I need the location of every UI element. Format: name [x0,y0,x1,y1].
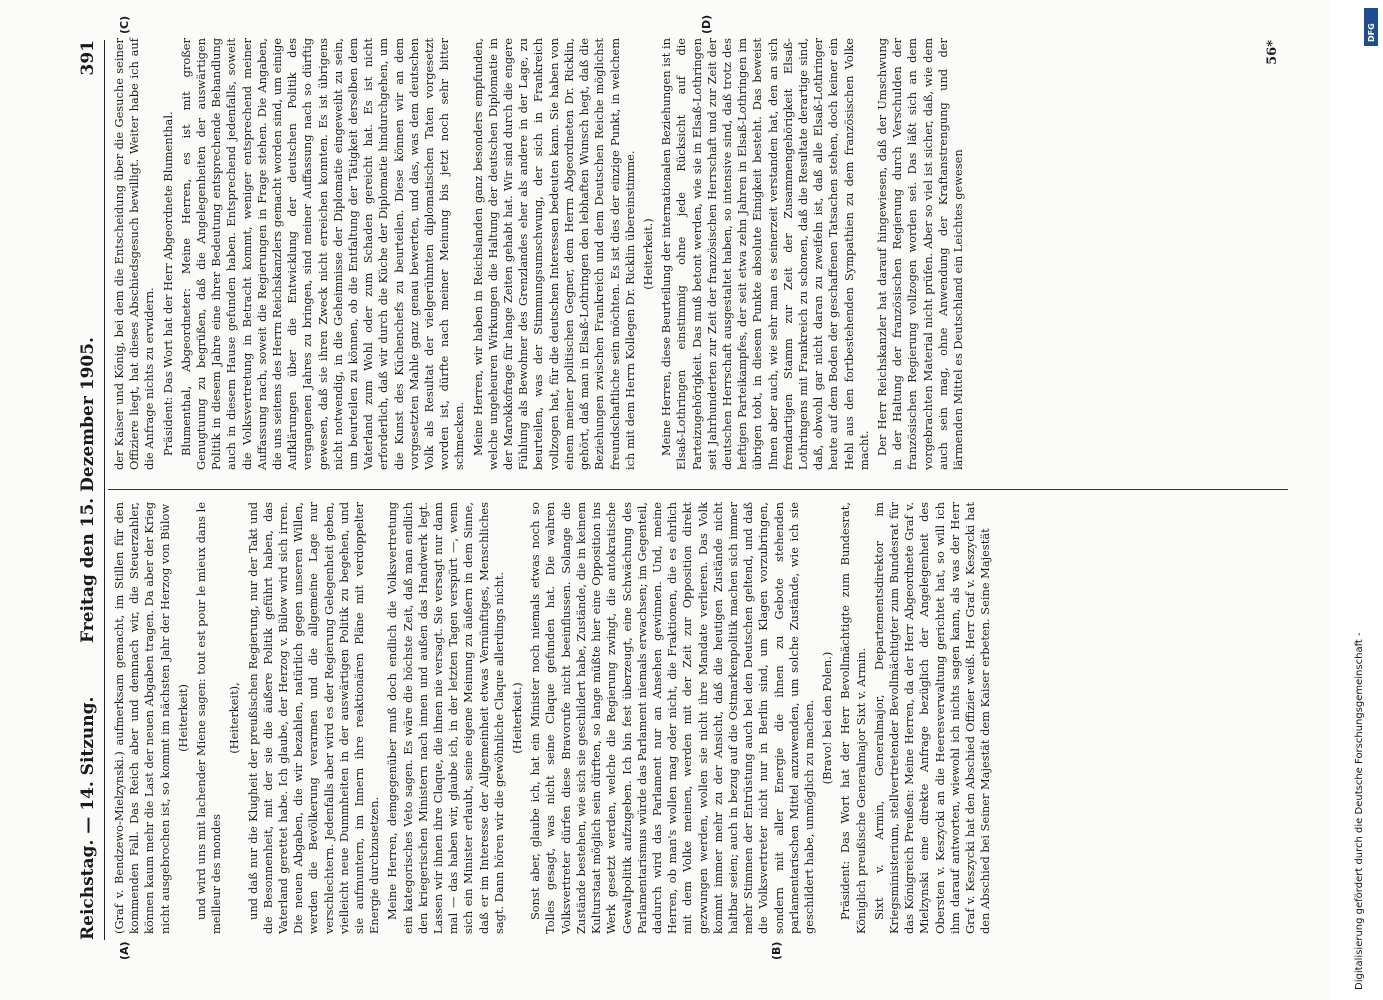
header-left: Reichstag. — 14. Sitzung. [78,696,98,940]
paragraph: und wird uns mit lachender Miene sagen: tout est pour le mieux dans le meilleur des mondes [194,502,224,934]
paragraph: Blumenthal, Abgeordneter: Meine Herren, es ist mit großer Genugtuung zu begrüßen, daß die Angelegenheiten der auswärtigen Politik in diesem Jahre eine ihrer Bedeutung entsprechende Behandlung auch in diesem Hause gefunden haben. Entsprechend jedenfalls, soweit die Volksvertretung in Betracht kommt, weniger entsprechend meiner Auffassung nach, soweit die Regierungen in Frage stehen. Die Angaben, die uns seitens des Herrn Reichskanzlers gemacht worden sind, um einige Aufklärungen über die Entwicklung der deutschen Politik des vergangenen Jahres zu bringen, sind meiner Auffassung nach so dürftig gewesen, daß sie ihren Zweck nicht erreichen konnten. Es ist übrigens nicht notwendig, in die Geheimnisse der Diplomatie eingeweiht zu sein, um beurteilen zu können, ob die Entfaltung der Tätigkeit derselben dem Vaterland zum Wohl oder zum Schaden gereicht hat. Es ist nicht erforderlich, daß wir durch die Küche der Diplomatie hindurchgehen, um die Kunst des Küchenchefs zu beurteilen. Diese können wir an dem vorgesetzten Mahle ganz genau bewerten, und das, was dem deutschen Volk als Resultat der vielgerühmten diplomatischen Taten vorgesetzt worden ist, dürfte nach meiner Meinung bis jetzt noch sehr bitter schmecken. [178,38,467,470]
interjection: (Bravo! bei den Polen.) [820,651,835,785]
left-column [112,502,996,934]
paragraph: Präsident: Das Wort hat der Herr Abgeordnete Blumenthal. [160,111,175,456]
margin-marker-d: (D) [700,14,713,34]
interjection: (Heiterkeit.) [510,682,525,754]
page-header [76,40,105,940]
page-number: 391 [78,40,98,76]
paragraph: (Graf v. Bendzewo-Mielzynski.) aufmerksam gemacht, im Stillen für den kommenden Fall. Das Reich aber und demnach wir, die Steuerzahler, können kaum mehr die Last der neuen Abgaben tragen. Da aber der Krieg nicht ausgebrochen ist, so kommt im nächsten Jahr der Herzog von Bülow [112,502,172,934]
paragraph: Meine Herren, wir haben in Reichslanden ganz besonders empfunden, welche ungeheuren Wirkungen die Haltung der deutschen Diplomatie in der Marokkofrage für lange Zeiten gehabt hat. Wir sind durch die engere Fühlung als Bewohner des Grenzlandes eher als andere in der Lage, zu beurteilen, was der Stimmungsumschwung, der sich in Frankreich vollzogen hat, für die deutschen Interessen bedeuten kann. Sie haben von einem meiner politischen Gegner, dem Herrn Abgeordneten Dr. Ricklin, gehört, daß man in Elsaß-Lothringen den lebhaften Wunsch hegt, daß die Beziehungen zwischen Frankreich und dem Deutschen Reiche möglichst freundschaftliche sein möchten. Es ist dies der einzige Punkt, in welchem ich mit dem Herrn Kollegen Dr. Ricklin übereinstimme. [470,38,637,470]
paragraph: Sonst aber, glaube ich, hat ein Minister noch niemals etwas noch so Tolles gesagt, was nicht seine Claque gefunden hat. Die wahren Volksvertreter dürfen diese Bravorufe nicht beeinflussen. Solange die Zustände bestehen, wie sich sie geschildert habe, Zustände, die in keinem Kulturstaat möglich sein dürften, so lange müßte hier eine Opposition ins Werk gesetzt werden, welche die Regierung zwingt, die autokratische Gewaltpolitik aufzugeben. Ich bin fest überzeugt, eine Schwächung des Parlamentarismus würde das Parlament niemals erwachsen; im Gegenteil, dadurch wird das Parlament nur an Ansehen gewinnen. Und, meine Herren, ob man's wollen mag oder nicht, die Fraktionen, die es ehrlich mit dem Volke meinen, werden mit der Zeit zur Opposition direkt gezwungen werden, wollen sie nicht ihre Mandate verlieren. Das Volk kommt immer mehr zu der Ansicht, daß die heutigen Zustände nicht haltbar seien; auch in bezug auf die Ostmarkenpolitik machen sich immer mehr Stimmen der Entrüstung auch bei den Deutschen geltend, und daß die Volksvertreter nicht nur in Berlin sind, um Klagen vorzubringen, sondern mit aller Energie die ihnen zu Gebote stehenden parlamentarischen Mittel anzuwenden, um solche Zustände, wie ich sie geschildert habe, unmöglich zu machen. [528,502,816,934]
dfg-logo-text: DFG [1367,23,1376,42]
margin-marker-c: (C) [118,15,131,34]
paragraph: Sixt v. Armin, Generalmajor, Departementsdirektor im Kriegsministerium, stellvertretender Bevollmächtigter zum Bundesrat für das Königreich Preußen: Meine Herren, da der Herr Abgeordnete Graf v. Mielzynski eine direkte Anfrage bezüglich der Angelegenheit des Obersten v. Keszycki an die Heeresverwaltung gerichtet hat, so will ich ihm darauf antworten, wiewohl ich nichts sagen kann, als was der Herr Graf v. Keszycki hat den Abschied Offizier weiß. Herr Graf v. Keszycki hat den Abschied bei Seiner Majestät dem Kaiser erbeten. Seine Majestät [871,502,993,934]
paragraph: und daß nur die Klugheit der preußischen Regierung, nur der Takt und die Besonnenheit, mit der sie die äußere Politik geführt haben, das Vaterland gerettet habe. Ich glaube, der Herzog v. Bülow wird sich irren. Die neuen Abgaben, die wir bezahlen, natürlich gegen unseren Willen, werden die Bevölkerung verarmen und die allgemeine Lage nur verschlechtern. Jedenfalls aber wird es der Regierung Gelegenheit geben, vielleicht neue Dummheiten in der auswärtigen Politik zu begehen, und sie aufmuntern, im Innern ihre reaktionären Pläne mit verdoppelter Energie durchzusetzen. [245,502,382,934]
credit-text: Digitalisierung gefördert durch die Deutsche Forschungsgemeinschaft - [1354,632,1365,990]
paragraph: der Kaiser und König, bei dem die Entscheidung über die Gesuche seiner Offiziere liegt, hat dieses Abschiedsgesuch bewilligt. Weiter habe ich auf die Anfrage nichts zu erwidern. [112,38,157,470]
paragraph: Präsident: Das Wort hat der Herr Bevollmächtigte zum Bundesrat, Königlich preußische Generalmajor Sixt v. Armin. [838,502,868,934]
dfg-logo [1364,8,1378,46]
margin-marker-a: (A) [118,941,131,960]
interjection: (Heiterkeit) [175,684,190,752]
margin-marker-b: (B) [770,941,783,960]
paragraph: Meine Herren, demgegenüber muß doch endlich die Volksvertretung ein kategorisches Veto sagen. Es wäre die höchste Zeit, daß man endlich den kriegerischen Ministern nach innen und außen das Handwerk legt. Lassen wir ihnen ihre Claque, die ihnen nie versagt. Sie versagt nur dann mal — das haben wir, glaube ich, in der letzten Tagen verspürt —, wenn sich ein Minister erlaubt, seine eigene Meinung zu äußern in dem Sinne, daß er im Interesse der Allgemeinheit etwas Vernünftiges, Menschliches sagt. Dann hören wir die gewöhnliche Claque allerdings nicht. [385,502,506,934]
digitization-credit [1340,0,1370,1000]
signature-mark: 56* [1265,40,1280,65]
interjection: (Heiterkeit.) [640,218,655,290]
paragraph: Der Herr Reichskanzler hat darauf hingewiesen, daß der Umschwung in der Haltung der französischen Regierung durch Verschulden der französischen Regierung vollzogen worden sei. Das läßt sich an dem vorgebrachten Material nicht prüfen. Aber so viel ist sicher, daß, wie dem auch sein mag, ohne Anwendung der Kraftanstrengung und der lärmenden Mittel es Deutschland ein Leichtes gewesen [874,38,965,470]
column-divider [108,489,1288,490]
paragraph: Meine Herren, diese Beurteilung der internationalen Beziehungen ist in Elsaß-Lothringen einstimmig ohne jede Rücksicht auf die Parteizugehörigkeit. Das muß betont werden, wie sie in Elsaß-Lothringen seit Jahrhunderten zur Zeit der französischen Herrschaft und zur Zeit der deutschen Herrschaft ausgestaltet haben, so intensive sind, daß trotz des heftigen Parteikampfes, der seit etwa zehn Jahren in Elsaß-Lothringen im übrigen tobt, in diesem Punkte absolute Einigkeit besteht. Das beweist Ihnen aber auch, wie sehr man es seinerzeit verstanden hat, den an sich fremdartigen Stamm zur Zeit der Zusammengehörigkeit Elsaß-Lothringens mit Frankreich zu schonen, daß die Resultate derartige sind, daß, obwohl gar nicht daran zu zweifeln ist, daß alle Elsaß-Lothringer heute auf dem Boden der geschaffenen Tatsachen stehen, doch keiner ein Hehl aus den fortbestehenden Sympathien zu dem französischen Volke macht. [659,38,871,470]
interjection: (Heiterkeit), [227,682,242,754]
header-date: Freitag den 15. Dezember 1905. [78,337,98,643]
right-column [112,38,969,470]
